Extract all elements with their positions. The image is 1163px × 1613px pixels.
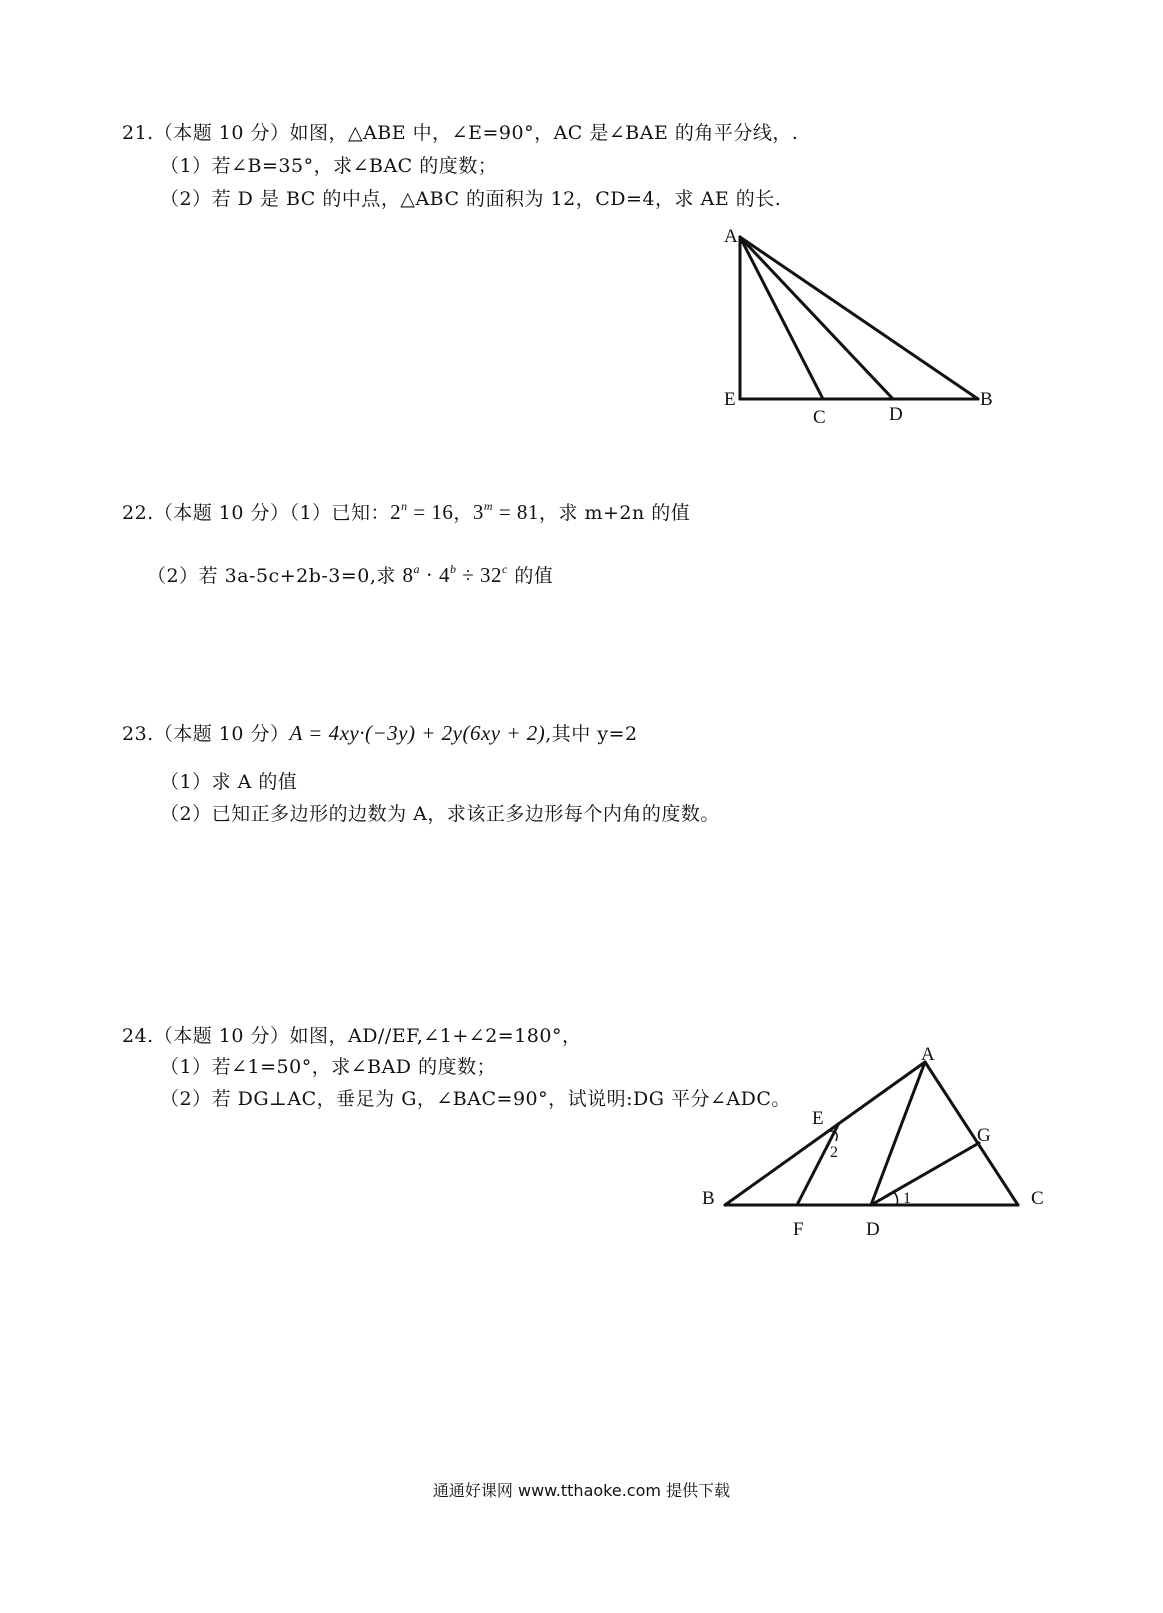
- label-c-fig1: C: [813, 407, 826, 428]
- segment-ac: [740, 237, 823, 399]
- q22-part2: （2）若 3a-5c+2b-3=0,求 $8^a \cdot 4^b \div 32^c$ 的值: [147, 562, 554, 587]
- q22-part1: 22.（本题 10 分）（1）已知：$2^n = 16$，$3^m = 81$，求 m+2n 的值: [122, 499, 691, 524]
- label-angle-2: 2: [830, 1144, 838, 1161]
- q22-expr: $8^a \cdot 4^b \div 32^c$: [402, 562, 508, 587]
- page-footer: 通通好课网 www.tthaoke.com 提供下载: [432, 1481, 731, 1500]
- label-e-fig2: E: [812, 1108, 824, 1129]
- segment-ad: [740, 237, 893, 399]
- q22-prefix: 22.（本题 10 分）（1）已知：: [122, 502, 391, 524]
- q24-title: 24.（本题 10 分）如图，AD//EF,∠1+∠2=180°，: [122, 1025, 582, 1047]
- segment-dg: [871, 1143, 979, 1205]
- segment-ab: [740, 237, 978, 399]
- q23-part2: （2）已知正多边形的边数为 A，求该正多边形每个内角的度数。: [160, 803, 720, 825]
- q23-part1: （1）求 A 的值: [160, 771, 298, 793]
- q23-expr: A = 4xy·(−3y) + 2y(6xy + 2): [289, 721, 546, 745]
- q22-eq2: $3^m = 81$: [472, 499, 539, 524]
- figure-q21: [740, 237, 978, 399]
- q24-part1: （1）若∠1=50°，求∠BAD 的度数；: [160, 1056, 497, 1078]
- q21-title: 21.（本题 10 分）如图，△ABE 中，∠E=90°，AC 是∠BAE 的角平分线，.: [122, 122, 799, 144]
- segment-ac-fig2: [925, 1062, 1018, 1205]
- label-e-fig1: E: [724, 389, 736, 410]
- q24-part2: （2）若 DG⊥AC，垂足为 G，∠BAC=90°，试说明:DG 平分∠ADC。: [160, 1088, 791, 1110]
- label-c-fig2: C: [1031, 1188, 1044, 1209]
- label-a-fig1: A: [724, 226, 738, 247]
- label-angle-1: 1: [903, 1190, 911, 1207]
- q21-part2: （2）若 D 是 BC 的中点，△ABC 的面积为 12，CD=4，求 AE 的长.: [160, 188, 782, 210]
- label-d-fig1: D: [889, 404, 903, 425]
- label-d-fig2: D: [866, 1219, 880, 1240]
- q23-title: 23.（本题 10 分）A = 4xy·(−3y) + 2y(6xy + 2),其中 y=2: [122, 721, 638, 745]
- segment-ba: [725, 1062, 925, 1205]
- label-f-fig2: F: [793, 1219, 804, 1240]
- angle-1-arc: [894, 1192, 898, 1205]
- q22-eq1: $2^n = 16$: [390, 499, 454, 524]
- figure-q24: [725, 1062, 1018, 1205]
- segment-ad-fig2: [871, 1062, 925, 1205]
- q21-part1: （1）若∠B=35°，求∠BAC 的度数；: [160, 155, 498, 177]
- label-a-fig2: A: [921, 1044, 935, 1065]
- label-g-fig2: G: [977, 1125, 991, 1146]
- segment-ef: [797, 1125, 838, 1205]
- label-b-fig2: B: [702, 1188, 715, 1209]
- label-b-fig1: B: [980, 389, 993, 410]
